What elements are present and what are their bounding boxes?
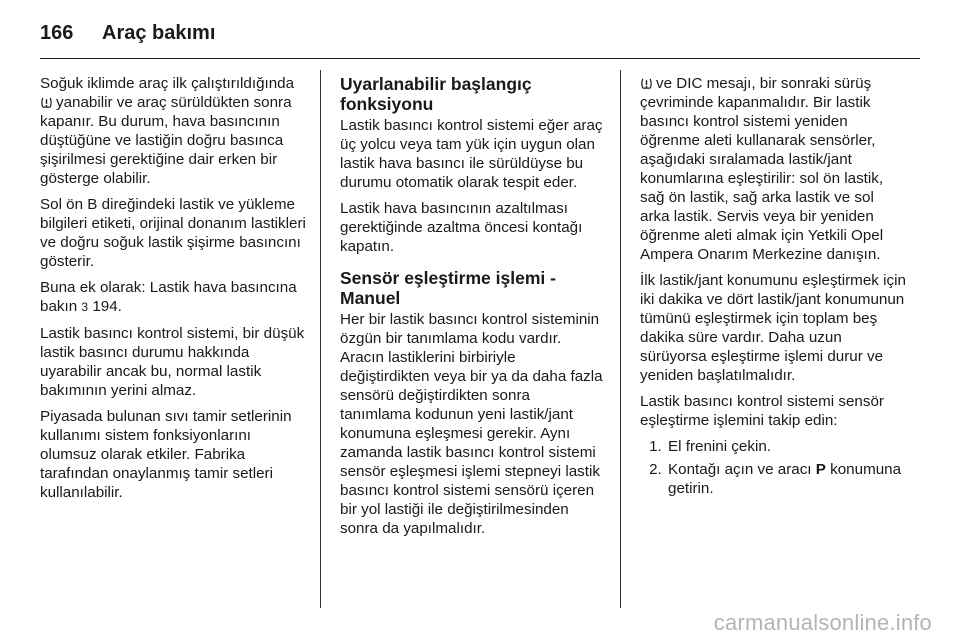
page-title: Araç bakımı — [102, 22, 216, 44]
paragraph-sensor-id: Her bir lastik basıncı kontrol sisteminin özgün bir tanımlama kodu vardır. Aracın lastiklerini birbiriyle değiştirdikten veya bir ya da daha fazla sensörü değiştirdikten sonra tanımlama kodunun yeni lastik/jant konumuna eşleşmesi gerekir. Aynı zamanda lastik basıncı kontrol sistemi sensör eşleşmesi işlemi stepneyi lastik basıncı kontrol sistemi sensörü içeren bir yol lastiği ile değiştirilmesinden sonra da yapılmalıdır. — [340, 311, 603, 537]
paragraph-dic-message: ve DIC mesajı, bir sonraki sürüş çevriminde kapanmalıdır. Bir lastik basıncı kontrol sistemi yeniden öğrenme aleti kullanarak sensörler, aşağıdaki sıralamada lastik/jant konumlarına eşleştirilir: sol ön lastik, sağ ön lastik, sağ arka lastik ve sol arka lastik. Servis veya bir yeniden öğrenme aleti almak için Yetkili Opel Ampera Onarım Merkezine danışın. — [640, 75, 884, 263]
paragraph-repair-kit: Piyasada bulunan sıvı tamir setlerinin kullanımı sistem fonksiyonlarını olumsuz olarak etkiler. Fabrika tarafından onaylanmış tamir setleri kullanılabilir. — [40, 408, 292, 501]
paragraph-warning: Lastik basıncı kontrol sistemi, bir düşük lastik basıncı durumu hakkında uyarabilir ancak bu, normal lastik bakımının yerini almaz. — [40, 325, 305, 399]
list-item: 2. Kontağı açın ve aracı P konumuna getirin. — [666, 460, 906, 498]
heading-sensor-pairing: Sensör eşleştirme işlemi - Manuel — [340, 268, 556, 308]
steps-list — [640, 437, 906, 498]
paragraph-cold-climate: Soğuk iklimde araç ilk çalıştırıldığında yanabilir ve araç sürüldükten sonra kapanır. Bu durum, hava basıncının düştüğüne ve lastiğin doğru basınca şişirilmesi gerektiğine dair erken bir gösterge olabilir. — [40, 75, 295, 187]
header-rule — [40, 58, 920, 59]
tire-pressure-warning-icon — [640, 77, 653, 90]
paragraph-adaptive-detect: Lastik basıncı kontrol sistemi eğer araç üç yolcu veya tam yük için uygun olan lastik hava basıncı ile sürüldüyse bu durumu otomatik olarak tespit eder. — [340, 117, 603, 191]
watermark: carmanualsonline.info — [713, 610, 932, 635]
tire-pressure-warning-icon — [40, 96, 53, 109]
heading-adaptive-start: Uyarlanabilir başlangıç fonksiyonu — [340, 74, 532, 114]
column-3 — [640, 74, 906, 502]
page-reference-arrow-icon: 3 — [81, 300, 89, 314]
column-divider-1 — [320, 70, 321, 608]
paragraph-time-limit: İlk lastik/jant konumunu eşleştirmek için iki dakika ve dört lastik/jant konumunun tümünü eşleştirmek için toplam beş dakika süre vardır. Daha uzun sürüyorsa eşleştirme işlemi durur ve yeniden başlatılmalıdır. — [640, 272, 906, 384]
paragraph-follow-steps: Lastik basıncı kontrol sistemi sensör eşleştirme işlemini takip edin: — [640, 393, 884, 429]
page-reference-link[interactable]: 194. — [92, 298, 122, 315]
column-1 — [40, 74, 310, 509]
paragraph-see-also: Buna ek olarak: Lastik hava basıncına bakın 3 194. — [40, 279, 297, 315]
list-item: 1. El frenini çekin. — [666, 437, 906, 456]
page-header — [40, 22, 215, 48]
paragraph-reduce-pressure: Lastik hava basıncının azaltılması gerektiğinde azaltma öncesi kontağı kapatın. — [340, 200, 583, 255]
gear-p-label: P — [815, 461, 826, 478]
column-divider-2 — [620, 70, 621, 608]
page-number: 166 — [40, 22, 74, 44]
paragraph-label-info: Sol ön B direğindeki lastik ve yükleme bilgileri etiketi, orijinal donanım lastikleri ve doğru soğuk lastik şişirme basıncını gösterir. — [40, 196, 306, 270]
column-2 — [340, 74, 604, 545]
